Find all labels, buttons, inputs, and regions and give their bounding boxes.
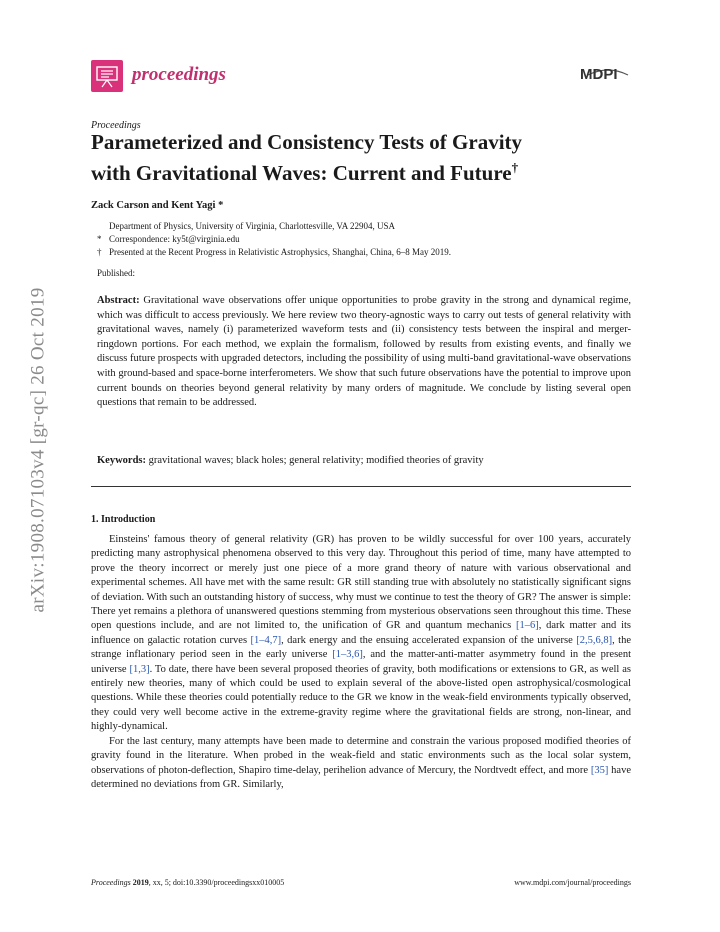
arxiv-sidebar [20, 250, 56, 650]
published-label: Published: [97, 268, 136, 278]
footer-citation: Proceedings 2019, xx, 5; doi:10.3390/proceedingsxx010005 [91, 878, 285, 887]
paragraph: For the last century, many attempts have been made to determine and constrain the various proposed modified theories of gravity found in the literature. When probed in the weak-field and static environments such as the local solar system, observations of photon-deflection, Shapiro time-delay, perihelion advance of Mercury, the Nordtvedt effect, and more [35] have determined no deviations from GR. Similarly, [91, 735, 631, 790]
footer-url[interactable]: www.mdpi.com/journal/proceedings [514, 878, 631, 887]
presented-note-row: † Presented at the Recent Progress in Relativistic Astrophysics, Shanghai, China, 6–8 May 2019. [97, 247, 451, 257]
citation-link[interactable]: [35] [590, 764, 609, 776]
journal-logo-text: proceedings [132, 64, 226, 85]
citation-link[interactable]: [1–3,6] [332, 649, 363, 661]
title-footnote-mark: † [511, 160, 519, 175]
author-list: Zack Carson and Kent Yagi * [91, 200, 224, 211]
arxiv-id: arXiv:1908.07103v4 [gr-qc] 26 Oct 2019 [27, 287, 49, 613]
abstract-text: Gravitational wave observations offer unique opportunities to probe gravity in the strong and dynamical regime, which was difficult to access previously. We here review two theory-agnostic ways to carry out tests of general relativity with gravitational waves, namely (i) parameterized waveform tests and (ii) consistency tests between the inspiral and merger-ringdown portions. For each method, we explain the formalism, followed by results from existing events, and finally we discuss future prospects with upgraded detectors, including the possibility of using multi-band gravitational-wave observations with ground-based and space-borne interferometers. We show that such future observations have the potential to improve upon current bounds on theories beyond general relativity by many orders of magnitude. We conclude by listing several open questions that remain to be addressed. [97, 295, 631, 409]
abstract-label: Abstract: [97, 295, 140, 306]
citation-link[interactable]: [1–6] [515, 620, 539, 632]
abstract [97, 294, 631, 411]
body-text [91, 533, 631, 792]
divider [91, 486, 631, 487]
paragraph: Einsteins' famous theory of general relativity (GR) has proven to be wildly successful for over 100 years, accurately predicting many astrophysical phenomena observed to this very day. Throughout this period of time, many have attempted to prove the theory incorrect or merely just one piece of a more grand theory of nature with various observational and experimental schemes. All have met with the same result: GR still standing true with absolutely no statistically significant signs of deviation. With such an outstanding history of success, why must we continue to test the theory of GR? The answer is simple: There yet remains a plethora of unanswered questions stemming from mysterious observations seen throughout this time. These open questions include, and are not limited to, the unification of GR and quantum mechanics [1–6], dark matter and its influence on galactic rotation curves [1–4,7], dark energy and the ensuing accelerated expansion of the universe [2,5,6,8], the strange inflationary period seen in the early universe [1–3,6], and the matter-anti-matter asymmetry found in the present universe [1,3]. To date, there have been several proposed theories of gravity, both modifications or extensions to GR, as well as entirely new theories, many of which could be used to explain several of the above-listed open astrophysical/cosmological questions. While these theories could potentially reduce to the GR we know in the weak-field environments typically observed, they could very well become active in the extreme-gravity regime where the gravitational fields are strong, non-linear, and highly-dynamical. [91, 534, 632, 733]
citation-link[interactable]: [1,3] [129, 663, 150, 675]
proceedings-logo-icon [91, 60, 123, 92]
citation-link[interactable]: [2,5,6,8] [576, 634, 613, 646]
affiliations [97, 220, 627, 259]
section-heading: 1. Introduction [91, 514, 156, 525]
publisher-logo: MDPI [580, 66, 618, 83]
keywords-label: Keywords: [97, 455, 146, 466]
journal-label: Proceedings [91, 120, 141, 131]
correspondence-row: * Correspondence: ky5t@virginia.edu [97, 234, 240, 244]
paper-title: Parameterized and Consistency Tests of Gravity with Gravitational Waves: Current and Future† [91, 130, 523, 185]
keywords [97, 455, 631, 466]
keywords-text: gravitational waves; black holes; general relativity; modified theories of gravity [148, 455, 484, 466]
citation-link[interactable]: [1–4,7] [250, 634, 282, 646]
affiliation-row: Department of Physics, University of Virginia, Charlottesville, VA 22904, USA [109, 221, 396, 231]
